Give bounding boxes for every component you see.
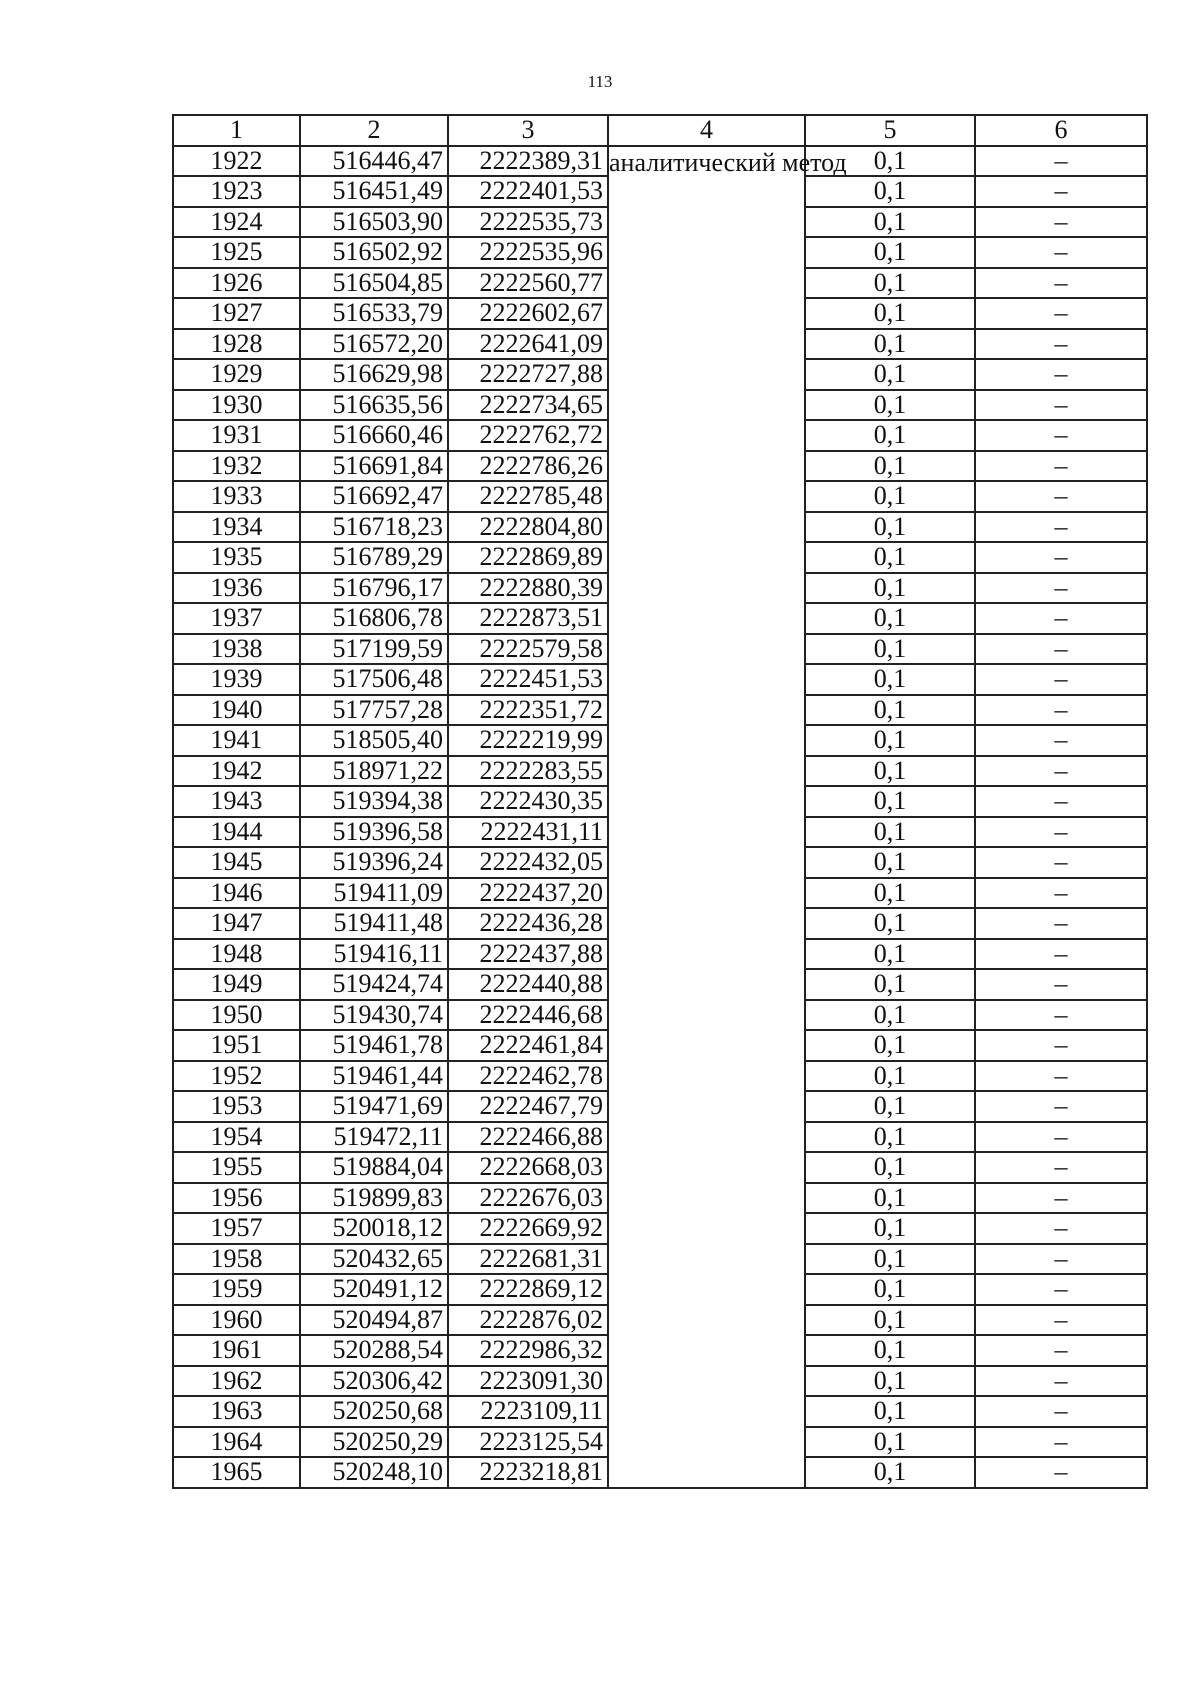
point-number-cell: 1964 — [173, 1427, 300, 1458]
accuracy-cell: 0,1 — [805, 329, 975, 360]
description-cell: – — [975, 969, 1147, 1000]
x-coordinate-cell: 520250,29 — [300, 1427, 448, 1458]
point-number-cell: 1962 — [173, 1366, 300, 1397]
accuracy-cell: 0,1 — [805, 298, 975, 329]
accuracy-cell: 0,1 — [805, 1000, 975, 1031]
point-number-cell: 1953 — [173, 1091, 300, 1122]
description-cell: – — [975, 268, 1147, 299]
point-number-cell: 1936 — [173, 573, 300, 604]
y-coordinate-cell: 2222389,31 — [448, 146, 608, 177]
accuracy-cell: 0,1 — [805, 420, 975, 451]
x-coordinate-cell: 517757,28 — [300, 695, 448, 726]
x-coordinate-cell: 516572,20 — [300, 329, 448, 360]
x-coordinate-cell: 519899,83 — [300, 1183, 448, 1214]
description-cell: – — [975, 1427, 1147, 1458]
accuracy-cell: 0,1 — [805, 1305, 975, 1336]
point-number-cell: 1951 — [173, 1030, 300, 1061]
x-coordinate-cell: 516502,92 — [300, 237, 448, 268]
y-coordinate-cell: 2222440,88 — [448, 969, 608, 1000]
y-coordinate-cell: 2223091,30 — [448, 1366, 608, 1397]
page-number: 113 — [587, 72, 613, 91]
y-coordinate-cell: 2222431,11 — [448, 817, 608, 848]
accuracy-cell: 0,1 — [805, 908, 975, 939]
y-coordinate-cell: 2222641,09 — [448, 329, 608, 360]
y-coordinate-cell: 2222762,72 — [448, 420, 608, 451]
point-number-cell: 1937 — [173, 603, 300, 634]
accuracy-cell: 0,1 — [805, 725, 975, 756]
description-cell: – — [975, 786, 1147, 817]
accuracy-cell: 0,1 — [805, 939, 975, 970]
x-coordinate-cell: 516718,23 — [300, 512, 448, 543]
x-coordinate-cell: 519394,38 — [300, 786, 448, 817]
y-coordinate-cell: 2222873,51 — [448, 603, 608, 634]
accuracy-cell: 0,1 — [805, 1244, 975, 1275]
description-cell: – — [975, 756, 1147, 787]
x-coordinate-cell: 520306,42 — [300, 1366, 448, 1397]
accuracy-cell: 0,1 — [805, 481, 975, 512]
x-coordinate-cell: 520250,68 — [300, 1396, 448, 1427]
point-number-cell: 1946 — [173, 878, 300, 909]
point-number-cell: 1949 — [173, 969, 300, 1000]
y-coordinate-cell: 2222535,96 — [448, 237, 608, 268]
x-coordinate-cell: 520494,87 — [300, 1305, 448, 1336]
point-number-cell: 1935 — [173, 542, 300, 573]
y-coordinate-cell: 2222535,73 — [448, 207, 608, 238]
y-coordinate-cell: 2222602,67 — [448, 298, 608, 329]
accuracy-cell: 0,1 — [805, 1457, 975, 1488]
x-coordinate-cell: 519411,48 — [300, 908, 448, 939]
coordinates-table — [172, 114, 1148, 1489]
accuracy-cell: 0,1 — [805, 512, 975, 543]
description-cell: – — [975, 878, 1147, 909]
x-coordinate-cell: 520432,65 — [300, 1244, 448, 1275]
y-coordinate-cell: 2222785,48 — [448, 481, 608, 512]
point-number-cell: 1948 — [173, 939, 300, 970]
y-coordinate-cell: 2222681,31 — [448, 1244, 608, 1275]
description-cell: – — [975, 1305, 1147, 1336]
y-coordinate-cell: 2222283,55 — [448, 756, 608, 787]
x-coordinate-cell: 517199,59 — [300, 634, 448, 665]
point-number-cell: 1923 — [173, 176, 300, 207]
x-coordinate-cell: 519411,09 — [300, 878, 448, 909]
y-coordinate-cell: 2222437,20 — [448, 878, 608, 909]
point-number-cell: 1930 — [173, 390, 300, 421]
accuracy-cell: 0,1 — [805, 1213, 975, 1244]
point-number-cell: 1957 — [173, 1213, 300, 1244]
y-coordinate-cell: 2222219,99 — [448, 725, 608, 756]
accuracy-cell: 0,1 — [805, 756, 975, 787]
accuracy-cell: 0,1 — [805, 573, 975, 604]
y-coordinate-cell: 2222560,77 — [448, 268, 608, 299]
description-cell: – — [975, 1152, 1147, 1183]
x-coordinate-cell: 518505,40 — [300, 725, 448, 756]
y-coordinate-cell: 2222727,88 — [448, 359, 608, 390]
accuracy-cell: 0,1 — [805, 878, 975, 909]
x-coordinate-cell: 519472,11 — [300, 1122, 448, 1153]
point-number-cell: 1929 — [173, 359, 300, 390]
header-cell: 2 — [300, 115, 448, 146]
point-number-cell: 1940 — [173, 695, 300, 726]
point-number-cell: 1925 — [173, 237, 300, 268]
accuracy-cell: 0,1 — [805, 268, 975, 299]
x-coordinate-cell: 516635,56 — [300, 390, 448, 421]
accuracy-cell: 0,1 — [805, 1122, 975, 1153]
point-number-cell: 1963 — [173, 1396, 300, 1427]
point-number-cell: 1955 — [173, 1152, 300, 1183]
description-cell: – — [975, 237, 1147, 268]
x-coordinate-cell: 516504,85 — [300, 268, 448, 299]
description-cell: – — [975, 1030, 1147, 1061]
point-number-cell: 1933 — [173, 481, 300, 512]
point-number-cell: 1931 — [173, 420, 300, 451]
description-cell: – — [975, 1244, 1147, 1275]
accuracy-cell: 0,1 — [805, 847, 975, 878]
point-number-cell: 1950 — [173, 1000, 300, 1031]
accuracy-cell: 0,1 — [805, 1183, 975, 1214]
accuracy-cell: 0,1 — [805, 1396, 975, 1427]
description-cell: – — [975, 1274, 1147, 1305]
y-coordinate-cell: 2222466,88 — [448, 1122, 608, 1153]
x-coordinate-cell: 516789,29 — [300, 542, 448, 573]
x-coordinate-cell: 519461,44 — [300, 1061, 448, 1092]
point-number-cell: 1939 — [173, 664, 300, 695]
y-coordinate-cell: 2222462,78 — [448, 1061, 608, 1092]
description-cell: – — [975, 146, 1147, 177]
x-coordinate-cell: 520018,12 — [300, 1213, 448, 1244]
point-number-cell: 1938 — [173, 634, 300, 665]
description-cell: – — [975, 1366, 1147, 1397]
point-number-cell: 1944 — [173, 817, 300, 848]
accuracy-cell: 0,1 — [805, 817, 975, 848]
point-number-cell: 1941 — [173, 725, 300, 756]
x-coordinate-cell: 520288,54 — [300, 1335, 448, 1366]
x-coordinate-cell: 516451,49 — [300, 176, 448, 207]
accuracy-cell: 0,1 — [805, 786, 975, 817]
description-cell: – — [975, 1061, 1147, 1092]
point-number-cell: 1947 — [173, 908, 300, 939]
y-coordinate-cell: 2223125,54 — [448, 1427, 608, 1458]
point-number-cell: 1965 — [173, 1457, 300, 1488]
description-cell: – — [975, 542, 1147, 573]
accuracy-cell: 0,1 — [805, 176, 975, 207]
header-cell: 4 — [608, 115, 805, 146]
y-coordinate-cell: 2222869,12 — [448, 1274, 608, 1305]
header-cell: 5 — [805, 115, 975, 146]
accuracy-cell: 0,1 — [805, 207, 975, 238]
y-coordinate-cell: 2222430,35 — [448, 786, 608, 817]
point-number-cell: 1959 — [173, 1274, 300, 1305]
accuracy-cell: 0,1 — [805, 1335, 975, 1366]
accuracy-cell: 0,1 — [805, 237, 975, 268]
y-coordinate-cell: 2222451,53 — [448, 664, 608, 695]
description-cell: – — [975, 603, 1147, 634]
accuracy-cell: 0,1 — [805, 542, 975, 573]
description-cell: – — [975, 939, 1147, 970]
y-coordinate-cell: 2222461,84 — [448, 1030, 608, 1061]
x-coordinate-cell: 519430,74 — [300, 1000, 448, 1031]
accuracy-cell: 0,1 — [805, 969, 975, 1000]
accuracy-cell: 0,1 — [805, 146, 975, 177]
accuracy-cell: 0,1 — [805, 1061, 975, 1092]
x-coordinate-cell: 519424,74 — [300, 969, 448, 1000]
y-coordinate-cell: 2222786,26 — [448, 451, 608, 482]
y-coordinate-cell: 2223109,11 — [448, 1396, 608, 1427]
accuracy-cell: 0,1 — [805, 451, 975, 482]
x-coordinate-cell: 519396,24 — [300, 847, 448, 878]
y-coordinate-cell: 2222579,58 — [448, 634, 608, 665]
x-coordinate-cell: 516796,17 — [300, 573, 448, 604]
description-cell: – — [975, 1457, 1147, 1488]
table-header-row — [173, 115, 1147, 146]
description-cell: – — [975, 1122, 1147, 1153]
description-cell: – — [975, 176, 1147, 207]
point-number-cell: 1928 — [173, 329, 300, 360]
description-cell: – — [975, 512, 1147, 543]
description-cell: – — [975, 573, 1147, 604]
y-coordinate-cell: 2222401,53 — [448, 176, 608, 207]
y-coordinate-cell: 2222467,79 — [448, 1091, 608, 1122]
accuracy-cell: 0,1 — [805, 664, 975, 695]
description-cell: – — [975, 451, 1147, 482]
y-coordinate-cell: 2222446,68 — [448, 1000, 608, 1031]
x-coordinate-cell: 520491,12 — [300, 1274, 448, 1305]
accuracy-cell: 0,1 — [805, 390, 975, 421]
point-number-cell: 1926 — [173, 268, 300, 299]
description-cell: – — [975, 908, 1147, 939]
description-cell: – — [975, 664, 1147, 695]
point-number-cell: 1956 — [173, 1183, 300, 1214]
y-coordinate-cell: 2222676,03 — [448, 1183, 608, 1214]
description-cell: – — [975, 847, 1147, 878]
x-coordinate-cell: 516692,47 — [300, 481, 448, 512]
x-coordinate-cell: 519461,78 — [300, 1030, 448, 1061]
x-coordinate-cell: 516446,47 — [300, 146, 448, 177]
description-cell: – — [975, 390, 1147, 421]
point-number-cell: 1945 — [173, 847, 300, 878]
x-coordinate-cell: 516806,78 — [300, 603, 448, 634]
y-coordinate-cell: 2222436,28 — [448, 908, 608, 939]
description-cell: – — [975, 1213, 1147, 1244]
x-coordinate-cell: 519884,04 — [300, 1152, 448, 1183]
point-number-cell: 1960 — [173, 1305, 300, 1336]
header-cell: 3 — [448, 115, 608, 146]
x-coordinate-cell: 519471,69 — [300, 1091, 448, 1122]
description-cell: – — [975, 359, 1147, 390]
point-number-cell: 1934 — [173, 512, 300, 543]
point-number-cell: 1927 — [173, 298, 300, 329]
y-coordinate-cell: 2222669,92 — [448, 1213, 608, 1244]
x-coordinate-cell: 518971,22 — [300, 756, 448, 787]
x-coordinate-cell: 517506,48 — [300, 664, 448, 695]
accuracy-cell: 0,1 — [805, 1427, 975, 1458]
description-cell: – — [975, 695, 1147, 726]
description-cell: – — [975, 1335, 1147, 1366]
y-coordinate-cell: 2222804,80 — [448, 512, 608, 543]
point-number-cell: 1932 — [173, 451, 300, 482]
x-coordinate-cell: 516660,46 — [300, 420, 448, 451]
y-coordinate-cell: 2222351,72 — [448, 695, 608, 726]
header-cell: 6 — [975, 115, 1147, 146]
point-number-cell: 1954 — [173, 1122, 300, 1153]
y-coordinate-cell: 2222437,88 — [448, 939, 608, 970]
accuracy-cell: 0,1 — [805, 603, 975, 634]
point-number-cell: 1958 — [173, 1244, 300, 1275]
description-cell: – — [975, 329, 1147, 360]
point-number-cell: 1924 — [173, 207, 300, 238]
accuracy-cell: 0,1 — [805, 1366, 975, 1397]
accuracy-cell: 0,1 — [805, 634, 975, 665]
description-cell: – — [975, 634, 1147, 665]
table-row — [173, 146, 1147, 177]
description-cell: – — [975, 1091, 1147, 1122]
description-cell: – — [975, 1000, 1147, 1031]
point-number-cell: 1961 — [173, 1335, 300, 1366]
x-coordinate-cell: 516533,79 — [300, 298, 448, 329]
header-cell: 1 — [173, 115, 300, 146]
x-coordinate-cell: 519416,11 — [300, 939, 448, 970]
accuracy-cell: 0,1 — [805, 359, 975, 390]
y-coordinate-cell: 2222432,05 — [448, 847, 608, 878]
y-coordinate-cell: 2222880,39 — [448, 573, 608, 604]
point-number-cell: 1952 — [173, 1061, 300, 1092]
description-cell: – — [975, 817, 1147, 848]
point-number-cell: 1922 — [173, 146, 300, 177]
y-coordinate-cell: 2222734,65 — [448, 390, 608, 421]
accuracy-cell: 0,1 — [805, 695, 975, 726]
x-coordinate-cell: 516503,90 — [300, 207, 448, 238]
x-coordinate-cell: 516629,98 — [300, 359, 448, 390]
y-coordinate-cell: 2222668,03 — [448, 1152, 608, 1183]
y-coordinate-cell: 2222986,32 — [448, 1335, 608, 1366]
description-cell: – — [975, 725, 1147, 756]
description-cell: – — [975, 1396, 1147, 1427]
method-cell: аналитический метод — [608, 146, 805, 1488]
description-cell: – — [975, 207, 1147, 238]
y-coordinate-cell: 2222876,02 — [448, 1305, 608, 1336]
description-cell: – — [975, 298, 1147, 329]
y-coordinate-cell: 2223218,81 — [448, 1457, 608, 1488]
accuracy-cell: 0,1 — [805, 1274, 975, 1305]
point-number-cell: 1942 — [173, 756, 300, 787]
accuracy-cell: 0,1 — [805, 1030, 975, 1061]
description-cell: – — [975, 420, 1147, 451]
description-cell: – — [975, 1183, 1147, 1214]
accuracy-cell: 0,1 — [805, 1091, 975, 1122]
point-number-cell: 1943 — [173, 786, 300, 817]
x-coordinate-cell: 516691,84 — [300, 451, 448, 482]
y-coordinate-cell: 2222869,89 — [448, 542, 608, 573]
x-coordinate-cell: 519396,58 — [300, 817, 448, 848]
description-cell: – — [975, 481, 1147, 512]
table-body — [173, 146, 1147, 1488]
x-coordinate-cell: 520248,10 — [300, 1457, 448, 1488]
accuracy-cell: 0,1 — [805, 1152, 975, 1183]
